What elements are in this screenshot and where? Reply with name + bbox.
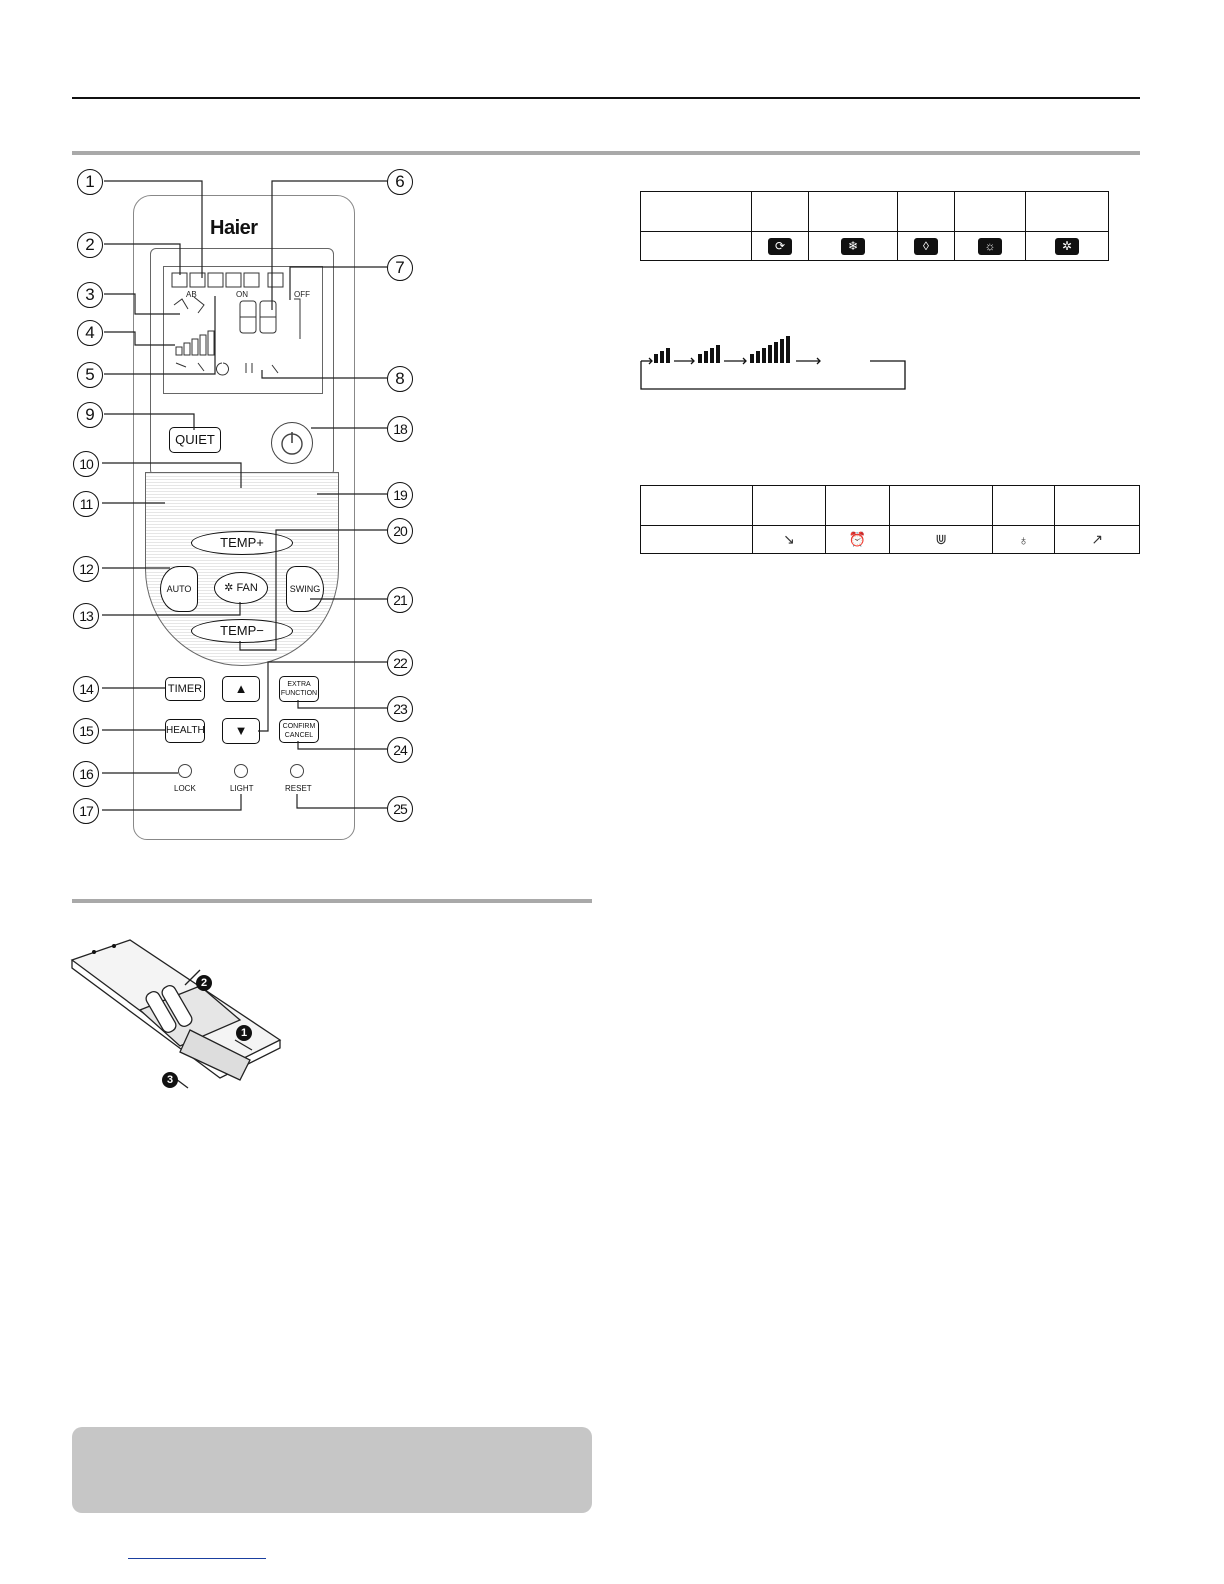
- heating-icon: ⋓: [935, 531, 948, 547]
- note-box: [72, 1427, 592, 1513]
- callout-marker: 10: [73, 451, 99, 477]
- battery-step-3: 3: [162, 1072, 178, 1088]
- battery-install-illustration: [70, 930, 310, 1100]
- mode-table: [640, 191, 1109, 261]
- health-button[interactable]: HEALTH: [165, 719, 205, 743]
- function-table: [640, 485, 1140, 554]
- timer-icon: ⏰: [848, 531, 867, 547]
- mode-table-header-cell: [898, 192, 955, 232]
- light-label: LIGHT: [230, 784, 254, 793]
- callout-marker: 9: [77, 402, 103, 428]
- callout-marker: 3: [77, 282, 103, 308]
- callout-marker: 24: [387, 737, 413, 763]
- callout-marker: 23: [387, 696, 413, 722]
- callout-marker: 20: [387, 518, 413, 544]
- auto-mode-icon: ⟳: [768, 238, 792, 255]
- callout-marker: 22: [387, 650, 413, 676]
- confirm-label: CONFIRM: [282, 723, 316, 730]
- callout-marker: 14: [73, 676, 99, 702]
- down-arrow-icon: ▼: [234, 723, 248, 738]
- callout-marker: 12: [73, 556, 99, 582]
- mode-table-header-cell: [641, 192, 752, 232]
- swing-icon: ↗: [1091, 531, 1104, 547]
- callout-marker: 5: [77, 362, 103, 388]
- mode-table-header-cell: [1026, 192, 1109, 232]
- reset-label: RESET: [285, 784, 312, 793]
- function-table-header-cell: [992, 486, 1055, 526]
- callout-marker: 8: [387, 366, 413, 392]
- callout-marker: 15: [73, 718, 99, 744]
- callout-leader-lines: [0, 0, 440, 840]
- lock-label: LOCK: [174, 784, 196, 793]
- function-table-header-cell: [641, 486, 753, 526]
- function-table-header-cell: [753, 486, 826, 526]
- callout-marker: 25: [387, 796, 413, 822]
- svg-text:OFF: OFF: [294, 290, 310, 299]
- mode-table-label-cell: [641, 232, 752, 261]
- cancel-label: CANCEL: [284, 732, 314, 739]
- callout-marker: 17: [73, 798, 99, 824]
- mode-table-header-cell: [955, 192, 1026, 232]
- cool-mode-icon: ❄: [841, 238, 865, 255]
- extra-label: EXTRA: [287, 681, 311, 688]
- fan-icon: ✲: [224, 582, 234, 594]
- fan-speed-cycle: [640, 334, 906, 390]
- fan-mode-icon: ✲: [1055, 238, 1079, 255]
- dry-mode-icon: ◊: [914, 238, 938, 255]
- callout-marker: 7: [387, 255, 413, 281]
- function-table-label-cell: [641, 526, 753, 554]
- callout-marker: 21: [387, 587, 413, 613]
- function-table-header-cell: [1055, 486, 1140, 526]
- function-table-header-cell: [890, 486, 992, 526]
- footer-link-underline: [128, 1558, 266, 1559]
- callout-marker: 4: [77, 320, 103, 346]
- temp-down-button[interactable]: TEMP−: [191, 619, 293, 643]
- fan-button-label: FAN: [236, 582, 258, 594]
- svg-text:AB: AB: [186, 290, 197, 299]
- swing-button[interactable]: SWING: [286, 566, 324, 612]
- brand-logo: Haier: [210, 217, 258, 239]
- health-icon: ♁: [1018, 531, 1029, 548]
- callout-marker: 19: [387, 482, 413, 508]
- battery-step-1: 1: [236, 1025, 252, 1041]
- function-label: FUNCTION: [280, 690, 318, 697]
- heat-mode-icon: ☼: [978, 238, 1002, 255]
- up-arrow-icon: ▲: [234, 681, 248, 696]
- battery-section-rule: [72, 899, 592, 903]
- sleep-icon: ↘: [783, 531, 795, 547]
- callout-marker: 6: [387, 169, 413, 195]
- quiet-button[interactable]: QUIET: [169, 427, 221, 453]
- svg-text:ON: ON: [236, 290, 248, 299]
- mode-table-header-cell: [752, 192, 809, 232]
- callout-marker: 1: [77, 169, 103, 195]
- temp-up-button[interactable]: TEMP+: [191, 531, 293, 555]
- callout-marker: 11: [73, 491, 99, 517]
- mode-table-header-cell: [809, 192, 898, 232]
- timer-button[interactable]: TIMER: [165, 677, 205, 701]
- callout-marker: 16: [73, 761, 99, 787]
- auto-button[interactable]: AUTO: [160, 566, 198, 612]
- callout-marker: 2: [77, 232, 103, 258]
- battery-step-2: 2: [196, 975, 212, 991]
- fan-speed-cycle-diagram: [640, 334, 906, 390]
- function-table-header-cell: [825, 486, 890, 526]
- callout-marker: 13: [73, 603, 99, 629]
- callout-marker: 18: [387, 416, 413, 442]
